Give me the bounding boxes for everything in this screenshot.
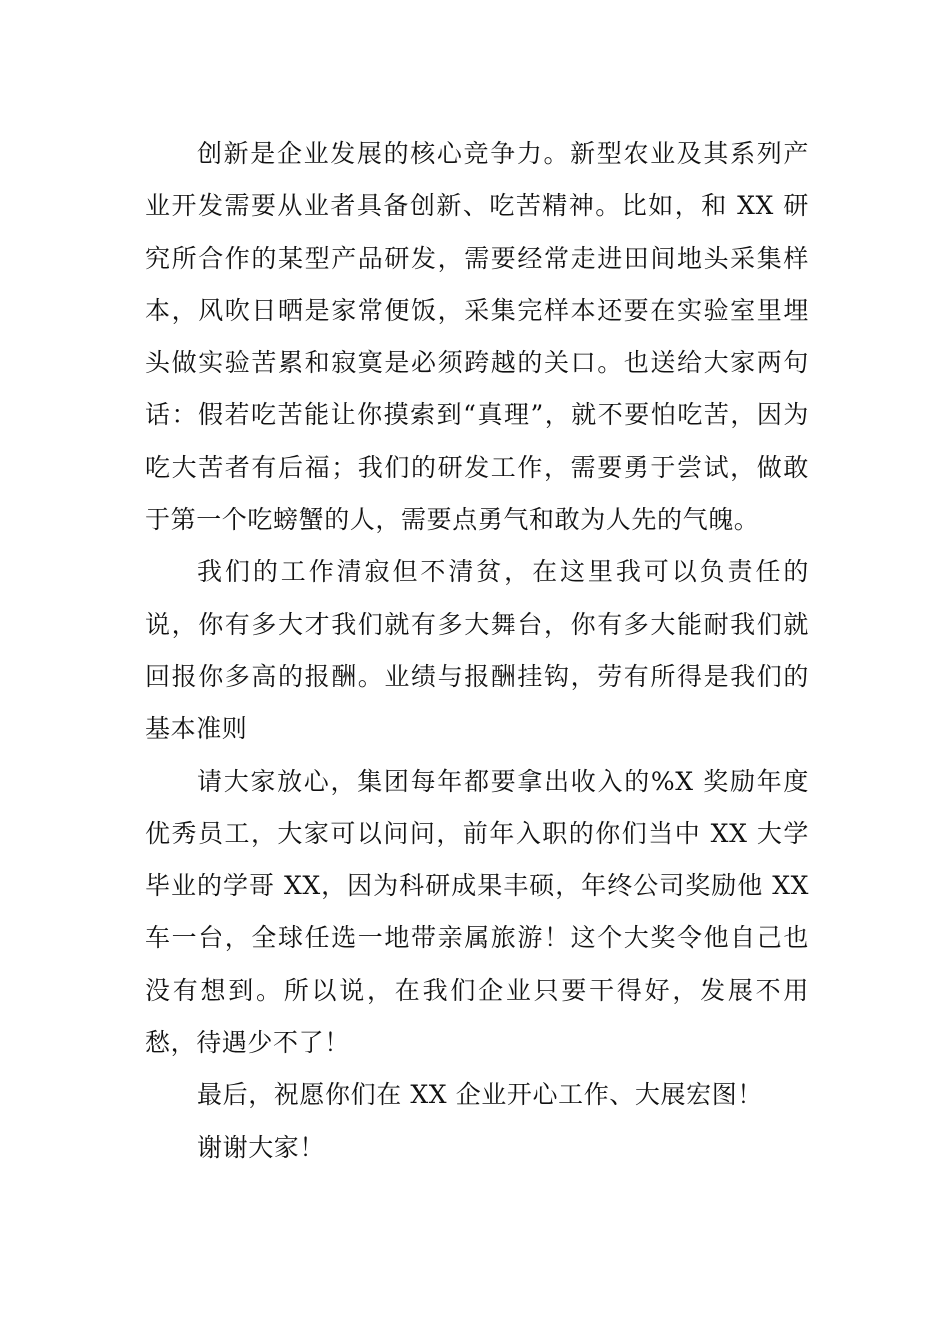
paragraph-reward: 请大家放心，集团每年都要拿出收入的%X 奖励年度优秀员工，大家可以问问，前年入职的你们当中 XX 大学毕业的学哥 XX，因为科研成果丰硕，年终公司奖励他 XX 车一台，全球任选一地带亲属旅游！这个大奖令他自己也没有想到。所以说，在我们企业只要干得好，发展不用愁，待遇少不了！ [145,766,809,1058]
paragraph-thanks: 谢谢大家！ [197,1132,326,1162]
paragraph-compensation: 我们的工作清寂但不清贫，在这里我可以负责任的说，你有多大才我们就有多大舞台，你有多大能耐我们就回报你多高的报酬。业绩与报酬挂钩，劳有所得是我们的基本准则 [145,557,809,744]
paragraph-innovation: 创新是企业发展的核心竞争力。新型农业及其系列产业开发需要从业者具备创新、吃苦精神。比如，和 XX 研究所合作的某型产品研发，需要经常走进田间地头采集样本，风吹日晒是家常便饭，采集完样本还要在实验室里埋头做实验苦累和寂寞是必须跨越的关口。也送给大家两句话：假若吃苦能让你摸索到“真理”，就不要怕吃苦，因为吃大苦者有后福；我们的研发工作，需要勇于尝试，做敢于第一个吃螃蟹的人，需要点勇气和敢为人先的气魄。 [145,139,809,535]
paragraph-closing-wish: 最后，祝愿你们在 XX 企业开心工作、大展宏图！ [197,1080,763,1110]
document-body [145,128,809,1174]
